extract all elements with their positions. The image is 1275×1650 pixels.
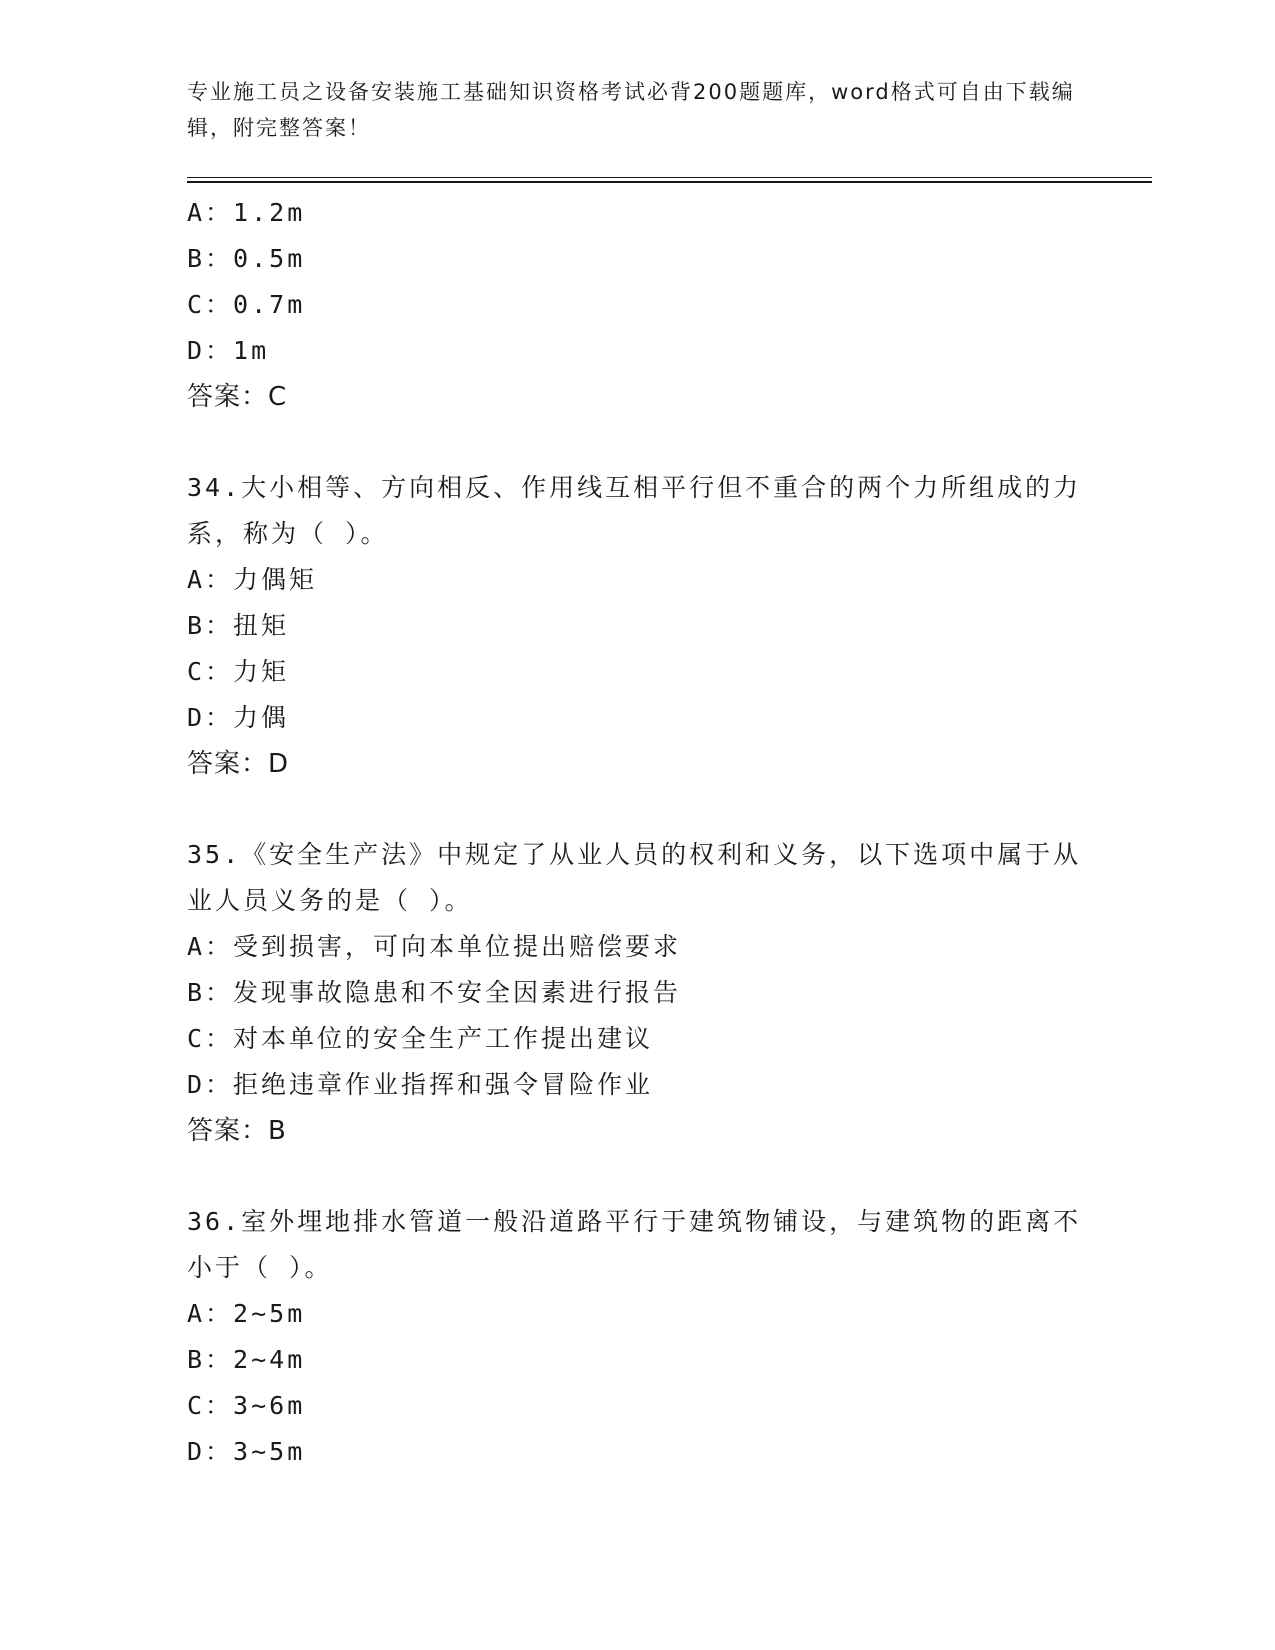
answer-line: 答案：C: [187, 382, 288, 412]
question-block-35: [187, 832, 1097, 1154]
option-b: B：2~4m: [187, 1345, 306, 1374]
question-text: 35.《安全生产法》中规定了从业人员的权利和义务，以下选项中属于从业人员义务的是（ ）。: [187, 840, 1082, 915]
question-text: 34.大小相等、方向相反、作用线互相平行但不重合的两个力所组成的力系，称为（ ）。: [187, 473, 1082, 548]
answer-line: 答案：B: [187, 1116, 287, 1146]
option-b: B：扭矩: [187, 611, 290, 640]
block-spacer: [187, 787, 1097, 832]
question-block-34: [187, 465, 1097, 787]
option-a: A：2~5m: [187, 1299, 306, 1328]
answer-line: 答案：D: [187, 749, 290, 779]
option-a: A：力偶矩: [187, 565, 318, 594]
document-header: 专业施工员之设备安装施工基础知识资格考试必背200题题库，word格式可自由下载编辑，附完整答案！: [187, 80, 1075, 140]
option-b: B：0.5m: [187, 244, 306, 273]
option-c: C：力矩: [187, 657, 290, 686]
option-b: B：发现事故隐患和不安全因素进行报告: [187, 978, 682, 1007]
header-rule-thin: [187, 177, 1152, 178]
option-d: D：拒绝违章作业指挥和强令冒险作业: [187, 1070, 654, 1099]
option-c: C：3~6m: [187, 1391, 306, 1420]
option-d: D：3~5m: [187, 1437, 306, 1466]
block-spacer: [187, 420, 1097, 465]
option-d: D：力偶: [187, 703, 290, 732]
question-content: [187, 190, 1097, 1475]
question-text: 36.室外埋地排水管道一般沿道路平行于建筑物铺设，与建筑物的距离不小于（ ）。: [187, 1207, 1082, 1282]
header-rule-thick: [187, 181, 1152, 183]
question-block-33: [187, 190, 1097, 420]
question-block-36: [187, 1199, 1097, 1475]
block-spacer: [187, 1154, 1097, 1199]
option-a: A：1.2m: [187, 198, 306, 227]
option-d: D：1m: [187, 336, 270, 365]
option-c: C：对本单位的安全生产工作提出建议: [187, 1024, 654, 1053]
option-a: A：受到损害，可向本单位提出赔偿要求: [187, 932, 682, 961]
option-c: C：0.7m: [187, 290, 306, 319]
